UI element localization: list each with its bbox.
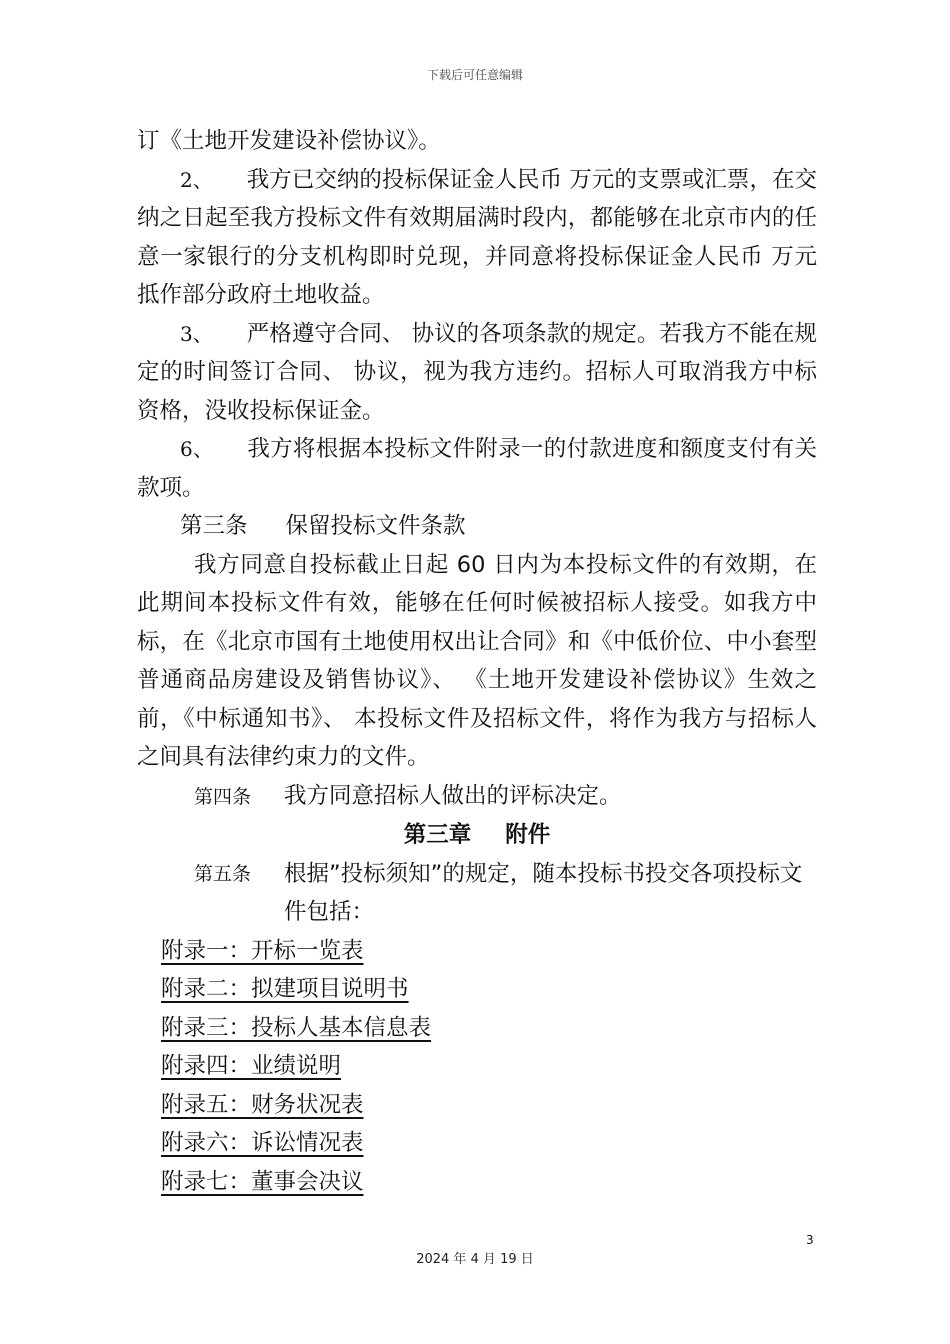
document-body bbox=[137, 122, 817, 1201]
appendix-link: 附录四：业绩说明 bbox=[161, 1053, 342, 1079]
paragraph-continuation: 订《土地开发建设补偿协议》。 bbox=[137, 128, 441, 154]
article-3-heading bbox=[137, 507, 817, 546]
chapter-number: 第三章 bbox=[403, 822, 472, 848]
clause-number: 3、 bbox=[180, 321, 213, 346]
chapter-heading bbox=[137, 816, 817, 855]
page-footer-date: 2024 年 4 月 19 日 bbox=[416, 1252, 534, 1267]
appendix-link: 附录七：董事会决议 bbox=[161, 1168, 364, 1195]
appendix-link: 附录六：诉讼情况表 bbox=[161, 1130, 364, 1156]
appendix-link: 附录三：投标人基本信息表 bbox=[161, 1014, 432, 1041]
article-5 bbox=[137, 855, 817, 932]
article-label: 第五条 bbox=[194, 862, 252, 885]
article-label: 第三条 bbox=[180, 513, 248, 539]
article-text: 我方同意招标人做出的评标决定。 bbox=[284, 782, 622, 809]
chapter-title: 附件 bbox=[505, 822, 551, 848]
article-label: 第四条 bbox=[194, 785, 252, 808]
article-text: 根据”投标须知”的规定，随本投标书投交各项投标文件包括： bbox=[284, 860, 803, 925]
clause-number: 6、 bbox=[180, 437, 214, 461]
clause-text: 我方将根据本投标文件附录一的付款进度和额度支付有关款项。 bbox=[137, 436, 817, 501]
article-3-body: 我方同意自投标截止日起 60 日内为本投标文件的有效期，在此期间本投标文件有效，能够在任何时候被招标人接受。如我方中标，在《北京市国有土地使用权出让合同》和《中低价位、中小套型普通商品房建设及销售协议》、 《土地开发建设补偿协议》生效之前，《中标通知书》、 本投标文件及招标文件，将作为我方与招标人之间具有法律约束力的文件。 bbox=[137, 551, 817, 770]
clause-2 bbox=[137, 161, 817, 315]
appendix-link: 附录五：财务状况表 bbox=[161, 1091, 364, 1118]
clause-text: 严格遵守合同、 协议的各项条款的规定。若我方不能在规定的时间签订合同、 协议，视为我方违约。招标人可取消我方中标资格，没收投标保证金。 bbox=[137, 320, 817, 424]
article-title: 保留投标文件条款 bbox=[285, 513, 466, 539]
appendix-item bbox=[137, 1047, 817, 1086]
appendix-link: 附录二：拟建项目说明书 bbox=[161, 976, 409, 1002]
appendix-item bbox=[137, 932, 817, 971]
page-header: 下载后可任意编辑 bbox=[426, 68, 523, 82]
appendix-item bbox=[137, 970, 817, 1009]
clause-6 bbox=[137, 430, 817, 507]
clause-number: 2、 bbox=[180, 167, 213, 192]
appendix-link: 附录一：开标一览表 bbox=[161, 937, 364, 964]
appendix-item bbox=[137, 1086, 817, 1125]
appendix-item bbox=[137, 1163, 817, 1202]
clause-3 bbox=[137, 315, 817, 431]
article-4 bbox=[137, 777, 817, 817]
page-number: 3 bbox=[806, 1233, 814, 1247]
clause-text: 我方已交纳的投标保证金人民币 万元的支票或汇票，在交纳之日起至我方投标文件有效期届满时段内，都能够在北京市内的任意一家银行的分支机构即时兑现，并同意将投标保证金人民币 万元抵作部分政府土地收益。 bbox=[137, 166, 817, 308]
appendix-item bbox=[137, 1009, 817, 1048]
appendix-item bbox=[137, 1124, 817, 1163]
